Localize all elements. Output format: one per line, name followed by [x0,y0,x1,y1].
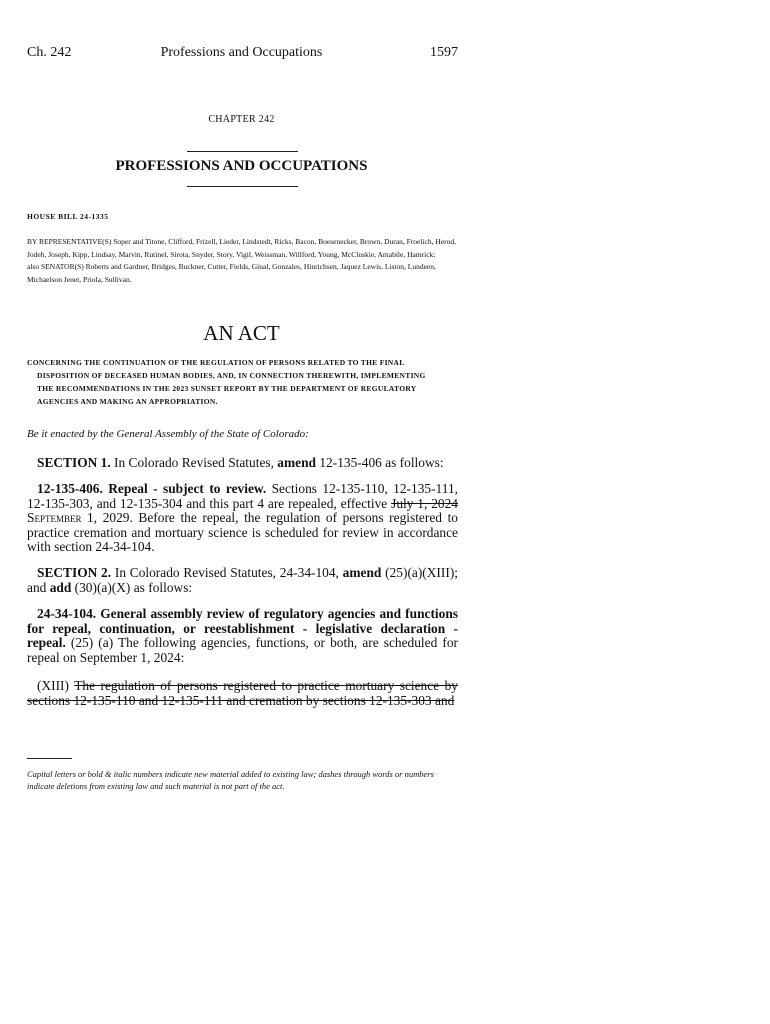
item-label: (XIII) [37,678,69,693]
footnote: Capital letters or bold & italic numbers indicate new material added to existing law; dashes through words or numbers indicate deletions from existing law and such material is not part of the act. [27,769,434,791]
amend-keyword: amend [277,455,316,470]
sponsors-block [27,236,467,286]
statute-heading: 24-34-104. General assembly review of regulatory agencies and functions for repeal, continuation, or reestablishment - legislative declaration - repeal. [27,606,458,650]
add-keyword: add [49,579,72,595]
act-title-line: DISPOSITION OF DECEASED HUMAN BODIES, AND, IN CONNECTION THEREWITH, IMPLEMENTING [37,371,426,380]
statute-text: Sections 12-135-110, 12-135-111, 12-135-303, and 12-135-304 and this part 4 are repealed, effective [27,481,459,511]
section-1-text: In Colorado Revised Statutes, [110,455,278,470]
item-xiii [27,679,458,708]
added-text: September [27,510,82,525]
header-chapter-ref: Ch. 242 [27,45,72,60]
deleted-text: The regulation of persons registered to practice mortuary science by sections 12-135-110 and 12-135-111 and cremation by sections 12-135-303 and [27,678,458,708]
section-2-intro [27,566,458,595]
title-rule-top [187,151,298,152]
section-2-text-end: (30)(a)(X) as follows: [71,579,193,595]
header-subject: Professions and Occupations [160,45,323,60]
representatives-list: BY REPRESENTATIVE(S) Soper and Titone, Clifford, Frizell, Lieder, Lindstedt, Ricks, Bacon, Boesenecker, Brown, Duran, Froelich, Herod, Jodeh, Joseph, Kipp, Lindsay, Marvin, Rutinel, Sirota, Snyder, Story, Vigil, Weissman, Willford, Young, McCluskie, Amabile, Hamrick; [27,237,456,259]
statute-text-end: 1, 2029. Before the repeal, the regulation of persons registered to practice cremation and mortuary science is scheduled for review in accordance with section 24-34-104. [27,510,458,554]
act-title [27,356,458,408]
title-rule-bottom [187,186,298,187]
statute-text: (25) (a) The following agencies, functions, or both, are scheduled for repeal on September 1, 2024: [27,635,458,665]
senators-list: also SENATOR(S) Roberts and Gardner, Bridges, Buckner, Cutter, Fields, Ginal, Gonzales, Hinrichsen, Jaquez Lewis, Liston, Lundeen, Michaelson Jenet, Priola, Sullivan. [27,262,436,284]
section-2-text-mid: (25)(a)(XIII); and [27,565,458,595]
section-1-intro [27,456,458,471]
deleted-text: July 1, 2024 [391,495,458,511]
footnote-rule [27,758,72,759]
section-2-text: In Colorado Revised Statutes, 24-34-104, [111,565,343,580]
act-title-line: AGENCIES AND MAKING AN APPROPRIATION. [37,397,218,406]
act-title-line: THE RECOMMENDATIONS IN THE 2023 SUNSET REPORT BY THE DEPARTMENT OF REGULATORY [37,384,417,393]
section-2-body [27,607,458,665]
enacting-clause: Be it enacted by the General Assembly of the State of Colorado: [27,428,309,440]
act-title-line: CONCERNING THE CONTINUATION OF THE REGULATION OF PERSONS RELATED TO THE FINAL [27,358,405,367]
section-1-text-end: 12-135-406 as follows: [316,455,444,470]
page-number: 1597 [430,45,458,60]
page-title: PROFESSIONS AND OCCUPATIONS [115,158,368,174]
bill-number: HOUSE BILL 24-1335 [27,212,109,221]
chapter-label: CHAPTER 242 [208,114,275,125]
section-2-label: SECTION 2. [37,565,112,580]
amend-keyword: amend [342,565,382,580]
act-heading: AN ACT [203,321,280,345]
statute-heading: 12-135-406. Repeal - subject to review. [37,481,267,496]
section-1-label: SECTION 1. [37,455,111,470]
section-1-body [27,482,458,555]
